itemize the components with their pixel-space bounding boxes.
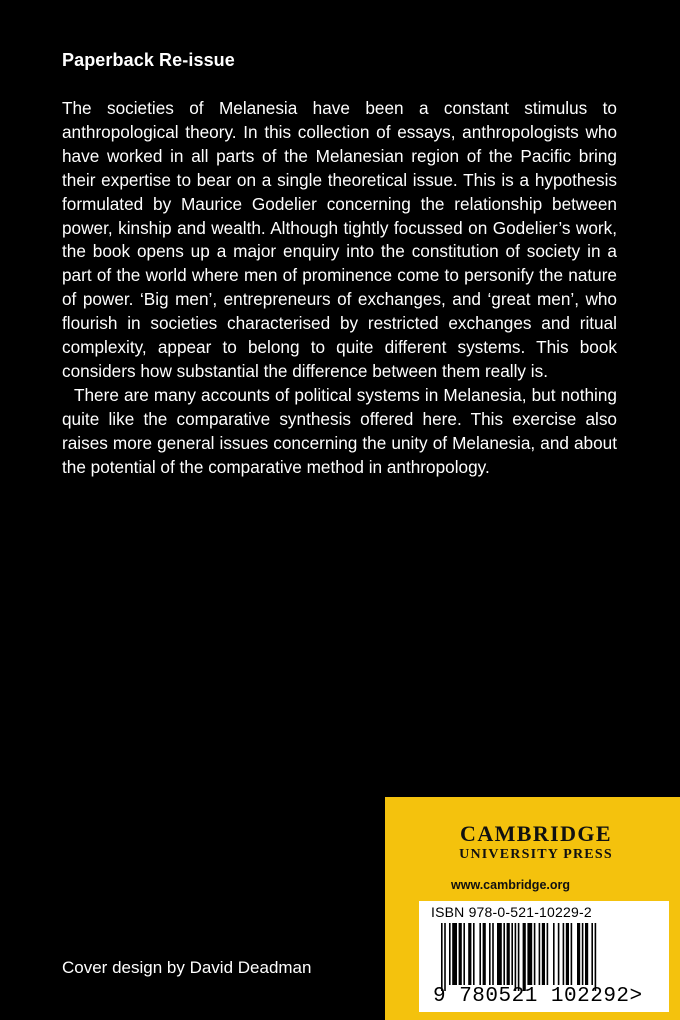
cover-design-credit: Cover design by David Deadman (62, 958, 312, 977)
publisher-website: www.cambridge.org (451, 878, 571, 892)
isbn-label: ISBN 978-0-521-10229-2 (431, 904, 592, 920)
blurb (62, 97, 617, 480)
blurb-paragraph-2: There are many accounts of political systems in Melanesia, but nothing quite like the comparative synthesis offered here. This exercise also raises more general issues concerning the unity of Melanesia, and about the potential of the comparative method in anthropology. (62, 384, 617, 477)
publisher-name: CAMBRIDGE (460, 821, 612, 846)
publisher-panel (385, 797, 680, 1020)
barcode-digits: 9 780521 102292> (433, 985, 643, 1008)
barcode-box (419, 901, 669, 1012)
heading: Paperback Re-issue (62, 50, 235, 70)
publisher-logo (447, 822, 625, 864)
publisher-subtitle: UNIVERSITY PRESS (459, 847, 613, 862)
blurb-paragraph-1: The societies of Melanesia have been a constant stimulus to anthropological theory. In this collection of essays, anthropologists who have worked in all parts of the Melanesian region of the Pacific bring their expertise to bear on a single theoretical issue. This is a hypothesis formulated by Maurice Godelier concerning the relationship between power, kinship and wealth. Although tightly focussed on Godelier’s work, the book opens up a major enquiry into the constitution of society in a part of the world where men of prominence come to personify the nature of power. ‘Big men’, entrepreneurs of exchanges, and ‘great men’, who flourish in societies characterised by restricted exchanges and ritual complexity, appear to belong to quite different systems. This book considers how substantial the difference between them really is. (62, 98, 617, 381)
